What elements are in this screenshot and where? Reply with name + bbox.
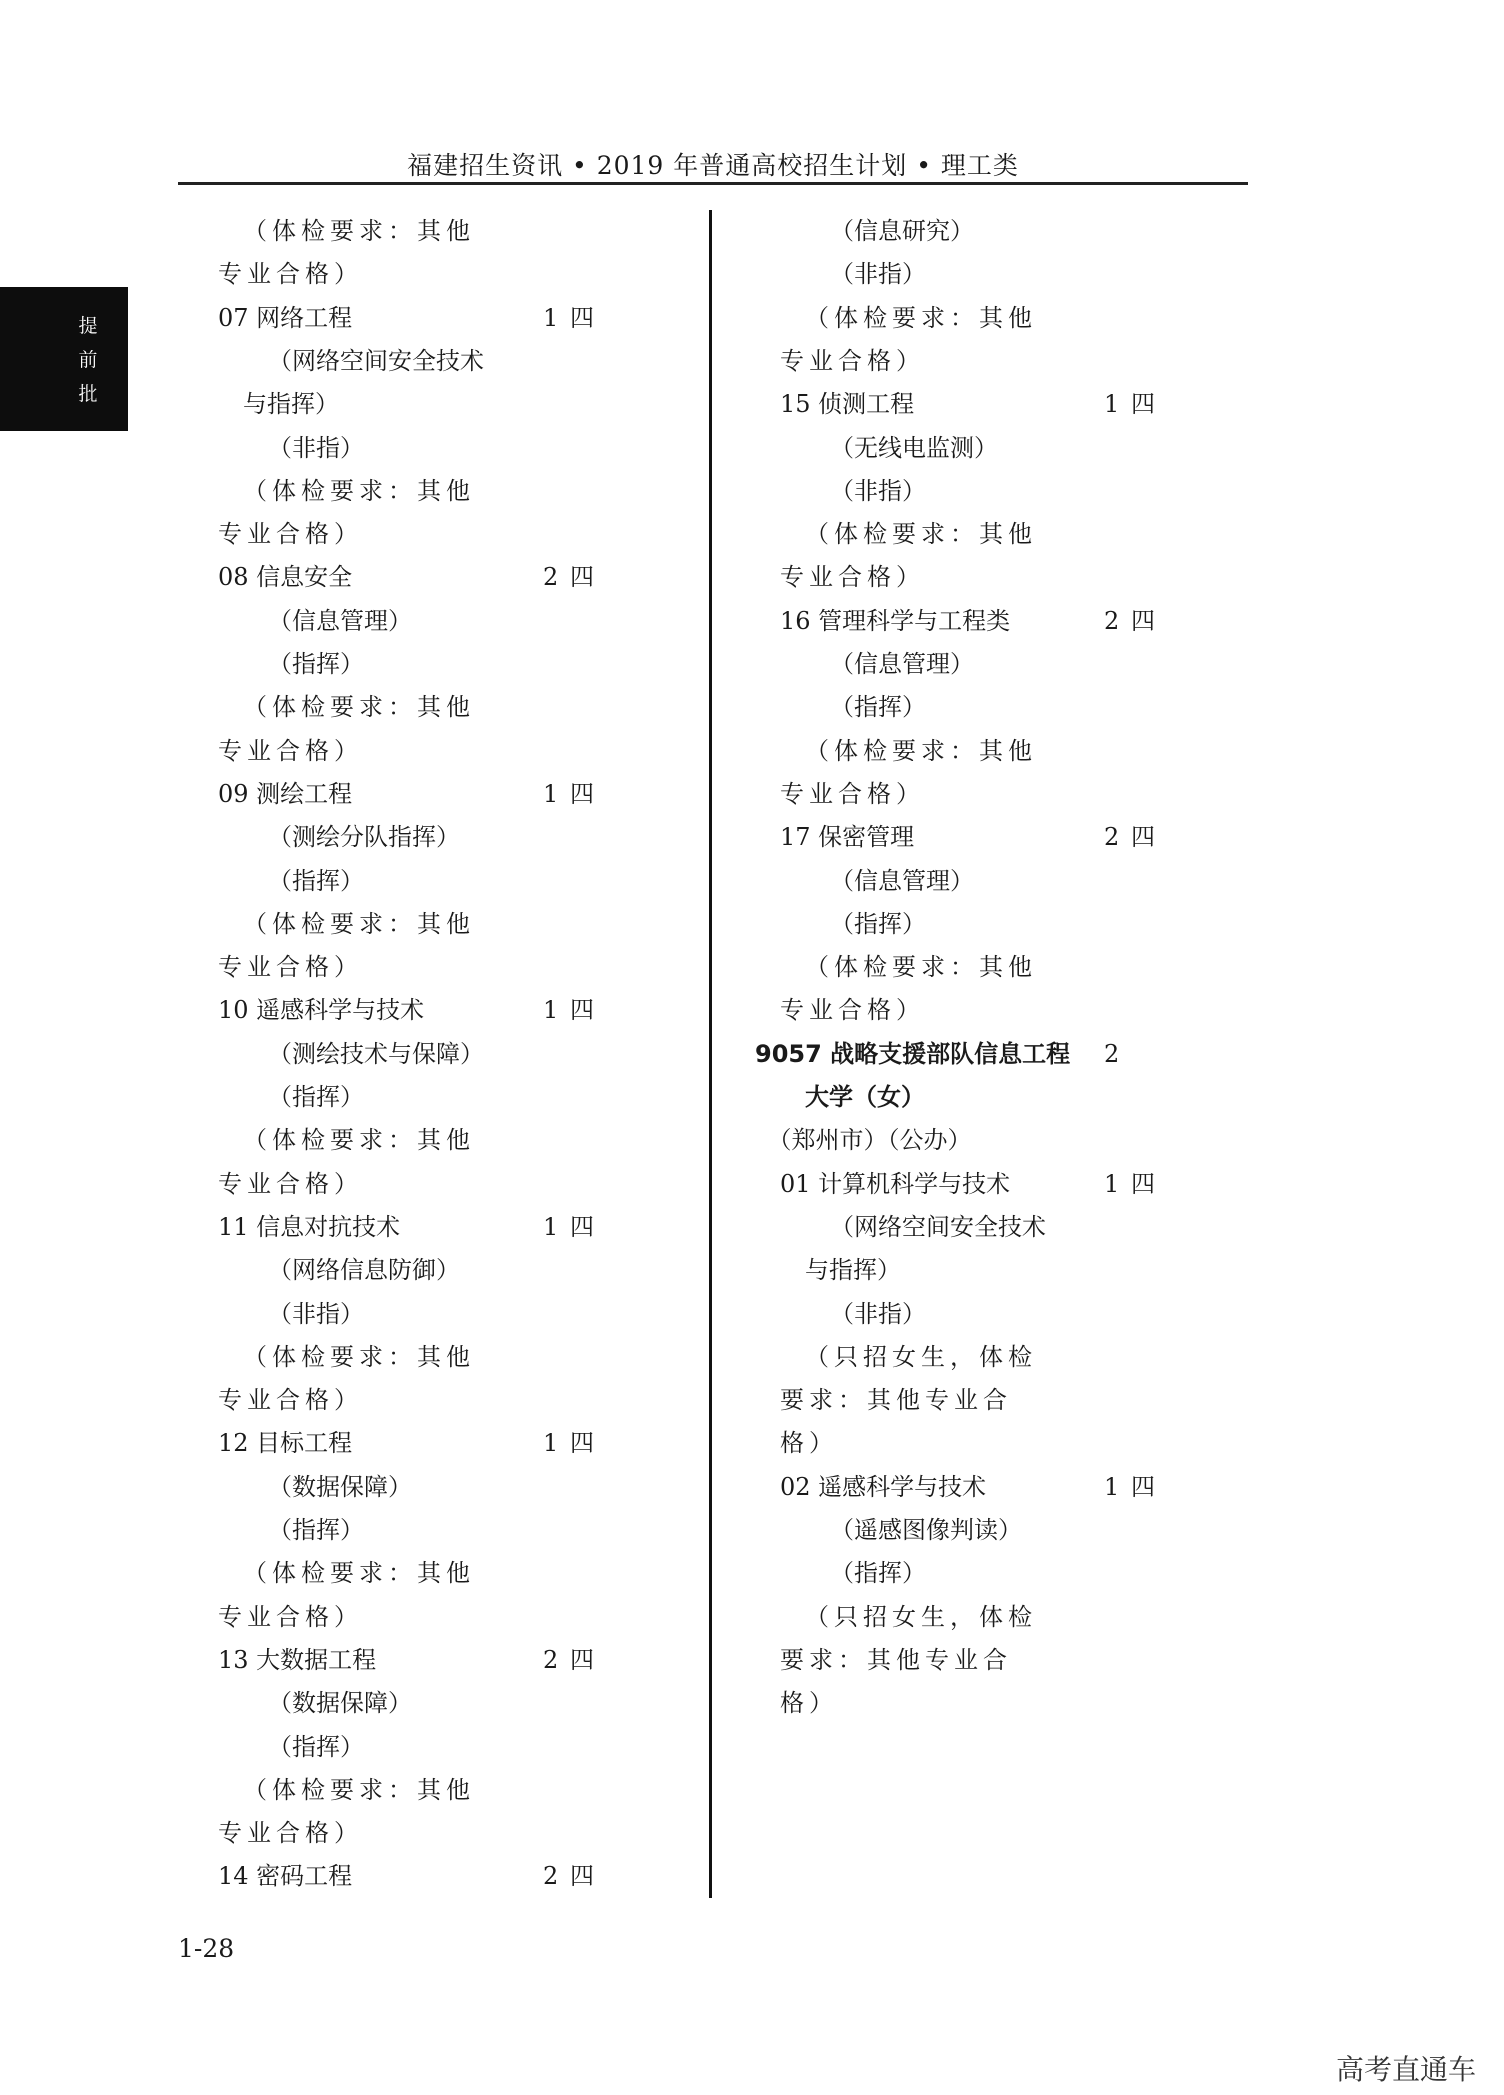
entry-line: （非指） [268, 434, 364, 462]
entry-line: （指挥） [830, 910, 926, 938]
entry-line: 12 目标工程 [218, 1429, 353, 1457]
plan-count: 2 [543, 563, 559, 591]
entry-line: 与指挥） [805, 1256, 901, 1284]
header-rule [178, 182, 1248, 185]
entry-line: 07 网络工程 [218, 304, 353, 332]
schooling-years: 四 [570, 563, 594, 591]
entry-line: （体检要求：其他 [805, 520, 1037, 548]
entry-line: 专业合格） [218, 1386, 363, 1414]
watermark-text: 高考直通车 [1335, 2053, 1476, 2086]
entry-line: （体检要求：其他 [243, 1126, 475, 1154]
entry-line: （体检要求：其他 [243, 693, 475, 721]
plan-count: 1 [1104, 1473, 1120, 1501]
entry-line: 专业合格） [780, 780, 925, 808]
plan-count: 1 [543, 780, 559, 808]
schooling-years: 四 [1131, 607, 1155, 635]
entry-line: （体检要求：其他 [243, 1559, 475, 1587]
page-header-title: 福建招生资讯 • 2019 年普通高校招生计划 • 理工类 [407, 151, 1019, 180]
entry-line: （信息管理） [830, 650, 974, 678]
entry-line: （测绘技术与保障） [268, 1040, 484, 1068]
side-tab [0, 287, 128, 431]
entry-line: （体检要求：其他 [805, 953, 1037, 981]
plan-count: 1 [1104, 1170, 1120, 1198]
entry-line: 15 侦测工程 [780, 390, 915, 418]
entry-line: （数据保障） [268, 1689, 412, 1717]
schooling-years: 四 [1131, 823, 1155, 851]
side-tab-char: 提 [78, 315, 98, 337]
entry-line: 08 信息安全 [218, 563, 353, 591]
entry-line: （非指） [830, 1300, 926, 1328]
entry-line: 14 密码工程 [218, 1862, 353, 1890]
schooling-years: 四 [1131, 1170, 1155, 1198]
entry-line: （郑州市）（公办） [767, 1126, 972, 1154]
entry-line: 与指挥） [243, 390, 339, 418]
plan-count: 2 [543, 1862, 559, 1890]
entry-line: （无线电监测） [830, 434, 998, 462]
entry-line: （体检要求：其他 [243, 477, 475, 505]
plan-count: 2 [1104, 607, 1120, 635]
entry-line: （指挥） [268, 1516, 364, 1544]
schooling-years: 四 [570, 1429, 594, 1457]
entry-line: （网络空间安全技术 [830, 1213, 1046, 1241]
entry-line: 09 测绘工程 [218, 780, 353, 808]
entry-line: （体检要求：其他 [805, 304, 1037, 332]
entry-line: 专业合格） [218, 260, 363, 288]
plan-count: 2 [543, 1646, 559, 1674]
entry-line: （体检要求：其他 [805, 737, 1037, 765]
column-divider [709, 210, 712, 1898]
entry-line: （体检要求：其他 [243, 217, 475, 245]
schooling-years: 四 [1131, 1473, 1155, 1501]
entry-line: 专业合格） [218, 1170, 363, 1198]
entry-line: 16 管理科学与工程类 [780, 607, 1011, 635]
plan-count: 1 [543, 304, 559, 332]
entry-line: （体检要求：其他 [243, 910, 475, 938]
plan-count: 1 [1104, 390, 1120, 418]
entry-line: 专业合格） [218, 953, 363, 981]
entry-line: 专业合格） [780, 996, 925, 1024]
schooling-years: 四 [570, 996, 594, 1024]
entry-line: （指挥） [268, 1733, 364, 1761]
entry-line: 13 大数据工程 [218, 1646, 377, 1674]
entry-line: （数据保障） [268, 1473, 412, 1501]
entry-line: 要求：其他专业合 [780, 1646, 1012, 1674]
entry-line: 11 信息对抗技术 [218, 1213, 401, 1241]
entry-line: （信息管理） [268, 607, 412, 635]
plan-count: 1 [543, 1213, 559, 1241]
schooling-years: 四 [570, 1646, 594, 1674]
plan-count: 1 [543, 1429, 559, 1457]
entry-line: 专业合格） [218, 737, 363, 765]
entry-line: （非指） [268, 1300, 364, 1328]
entry-line: 9057 战略支援部队信息工程 [755, 1040, 1071, 1068]
plan-count: 2 [1104, 1040, 1120, 1068]
entry-line: 02 遥感科学与技术 [780, 1473, 987, 1501]
schooling-years: 四 [570, 304, 594, 332]
entry-line: 专业合格） [218, 520, 363, 548]
entry-line: （只招女生，体检 [805, 1603, 1037, 1631]
entry-line: 格） [780, 1689, 838, 1717]
entry-line: （遥感图像判读） [830, 1516, 1022, 1544]
entry-line: 格） [780, 1429, 838, 1457]
entry-line: 要求：其他专业合 [780, 1386, 1012, 1414]
entry-line: 专业合格） [780, 563, 925, 591]
schooling-years: 四 [1131, 390, 1155, 418]
entry-line: （信息管理） [830, 867, 974, 895]
entry-line: （体检要求：其他 [243, 1776, 475, 1804]
schooling-years: 四 [570, 1213, 594, 1241]
plan-count: 2 [1104, 823, 1120, 851]
entry-line: 专业合格） [218, 1819, 363, 1847]
page-number: 1-28 [178, 1934, 235, 1963]
entry-line: （非指） [830, 477, 926, 505]
entry-line: （体检要求：其他 [243, 1343, 475, 1371]
entry-line: 01 计算机科学与技术 [780, 1170, 1011, 1198]
entry-line: （测绘分队指挥） [268, 823, 460, 851]
entry-line: （只招女生，体检 [805, 1343, 1037, 1371]
entry-line: 专业合格） [780, 347, 925, 375]
entry-line: 10 遥感科学与技术 [218, 996, 425, 1024]
entry-line: （信息研究） [830, 217, 974, 245]
schooling-years: 四 [570, 780, 594, 808]
entry-line: （网络空间安全技术 [268, 347, 484, 375]
entry-line: （指挥） [268, 1083, 364, 1111]
entry-line: 专业合格） [218, 1603, 363, 1631]
entry-line: （指挥） [268, 867, 364, 895]
entry-line: （指挥） [268, 650, 364, 678]
entry-line: （网络信息防御） [268, 1256, 460, 1284]
entry-line: 17 保密管理 [780, 823, 915, 851]
side-tab-char: 前 [78, 349, 98, 371]
side-tab-char: 批 [78, 383, 98, 405]
entry-line: （指挥） [830, 693, 926, 721]
plan-count: 1 [543, 996, 559, 1024]
entry-line: 大学（女） [805, 1083, 925, 1111]
entry-line: （非指） [830, 260, 926, 288]
schooling-years: 四 [570, 1862, 594, 1890]
entry-line: （指挥） [830, 1559, 926, 1587]
